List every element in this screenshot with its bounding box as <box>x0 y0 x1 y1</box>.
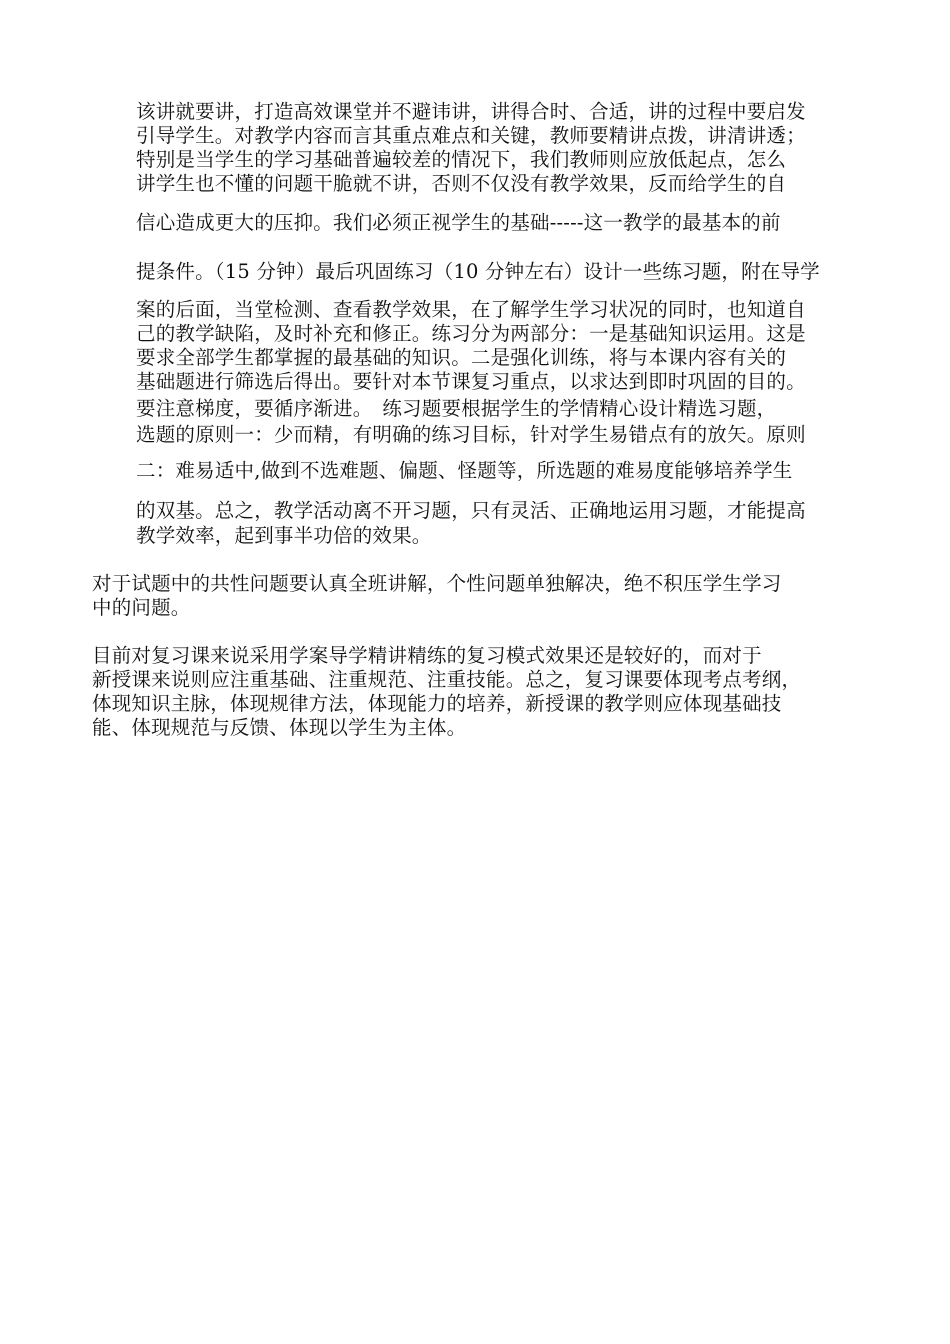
text-line: 要注意梯度，要循序渐进。 练习题要根据学生的学情精心设计精选习题， <box>136 397 777 420</box>
text-line: 基础题进行筛选后得出。要针对本节课复习重点，以求达到即时巩固的目的。 <box>136 370 806 393</box>
text-line: 目前对复习课来说采用学案导学精讲精练的复习模式效果还是较好的，而对于 <box>92 644 762 667</box>
text-line: 引导学生。对教学内容而言其重点难点和关键，教师要精讲点拨，讲清讲透； <box>136 124 806 147</box>
text-line: 体现知识主脉，体现规律方法，体现能力的培养，新授课的教学则应体现基础技 <box>92 692 782 715</box>
text-line: 讲学生也不懂的问题干脆就不讲，否则不仅没有教学效果，反而给学生的自 <box>136 172 787 195</box>
text-line: 己的教学缺陷，及时补充和修正。练习分为两部分：一是基础知识运用。这是 <box>136 322 806 345</box>
text-line: 对于试题中的共性问题要认真全班讲解，个性问题单独解决，绝不积压学生学习 <box>92 572 782 595</box>
text-line: 要求全部学生都掌握的最基础的知识。二是强化训练，将与本课内容有关的 <box>136 346 787 369</box>
text-line: 提条件。（15 分钟）最后巩固练习（10 分钟左右）设计一些练习题，附在导学 <box>136 260 820 283</box>
text-line: 该讲就要讲，打造高效课堂并不避讳讲，讲得合时、合适，讲的过程中要启发 <box>136 100 806 123</box>
text-line: 选题的原则一：少而精，有明确的练习目标，针对学生易错点有的放矢。原则 <box>136 423 806 446</box>
text-line: 的双基。总之，教学活动离不开习题，只有灵活、正确地运用习题，才能提高 <box>136 499 806 522</box>
text-line: 特别是当学生的学习基础普遍较差的情况下，我们教师则应放低起点，怎么 <box>136 148 787 171</box>
text-line: 能、体现规范与反馈、体现以学生为主体。 <box>92 716 467 739</box>
text-line: 案的后面，当堂检测、查看教学效果，在了解学生学习状况的同时，也知道自 <box>136 298 806 321</box>
text-line: 新授课来说则应注重基础、注重规范、注重技能。总之，复习课要体现考点考纲， <box>92 668 802 691</box>
text-line: 二：难易适中,做到不选难题、偏题、怪题等，所选题的难易度能够培养学生 <box>136 459 793 482</box>
text-line: 教学效率，起到事半功倍的效果。 <box>136 524 432 547</box>
text-line: 信心造成更大的压抑。我们必须正视学生的基础-----这一教学的最基本的前 <box>136 211 781 234</box>
text-line: 中的问题。 <box>92 596 191 619</box>
